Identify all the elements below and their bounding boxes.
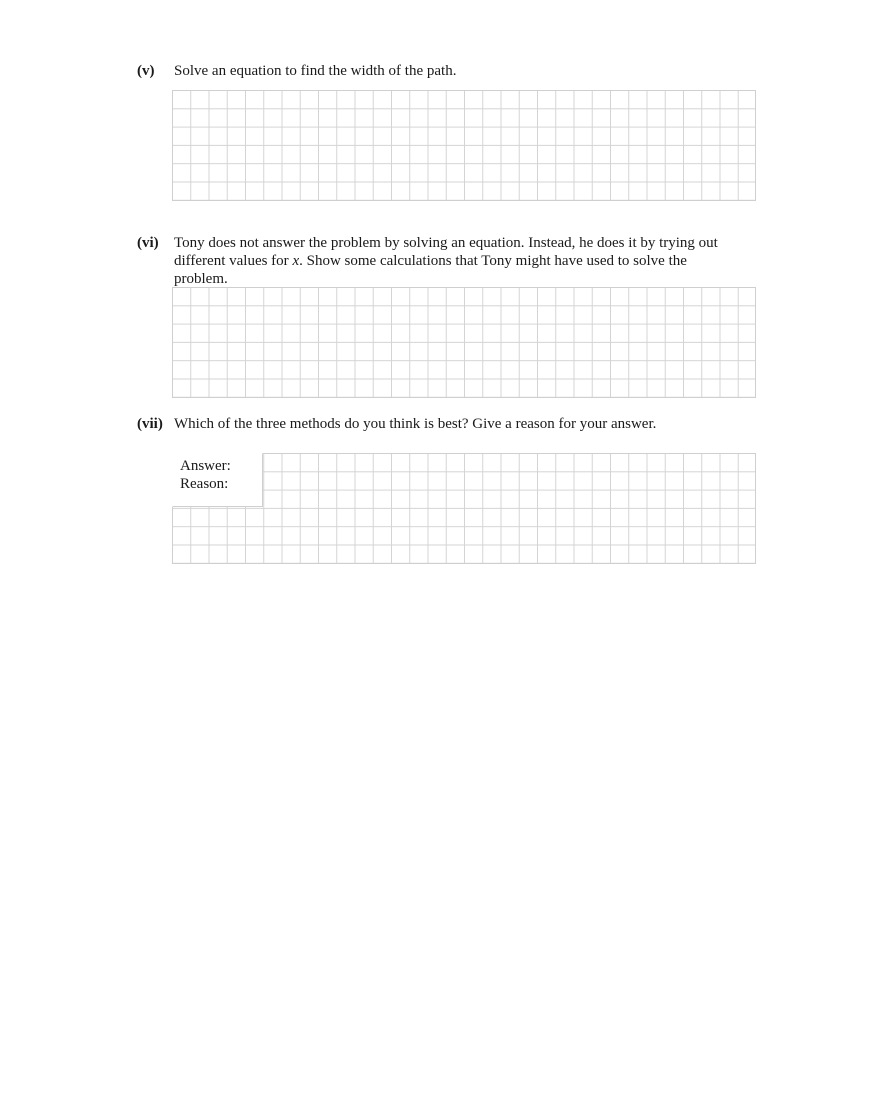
answer-label: Answer: (180, 458, 231, 474)
text-fragment: different values for (174, 253, 293, 269)
question-text-line: Tony does not answer the problem by solving an equation. Instead, he does it by trying out (174, 235, 718, 251)
reason-label: Reason: (180, 476, 229, 492)
question-label: (vii) (137, 416, 163, 432)
question-text-line (174, 252, 764, 270)
question-text: Which of the three methods do you think is best? Give a reason for your answer. (174, 416, 657, 432)
question-label: (v) (137, 63, 155, 79)
question-text: Solve an equation to find the width of the path. (174, 63, 457, 79)
text-fragment: . Show some calculations that Tony might have used to solve the (299, 253, 687, 269)
question-label: (vi) (137, 235, 159, 251)
working-grid-vi[interactable] (172, 287, 756, 398)
working-grid-v[interactable] (172, 90, 756, 201)
question-text (174, 234, 764, 288)
variable-x: x (292, 253, 300, 269)
question-text-line: problem. (174, 271, 228, 287)
